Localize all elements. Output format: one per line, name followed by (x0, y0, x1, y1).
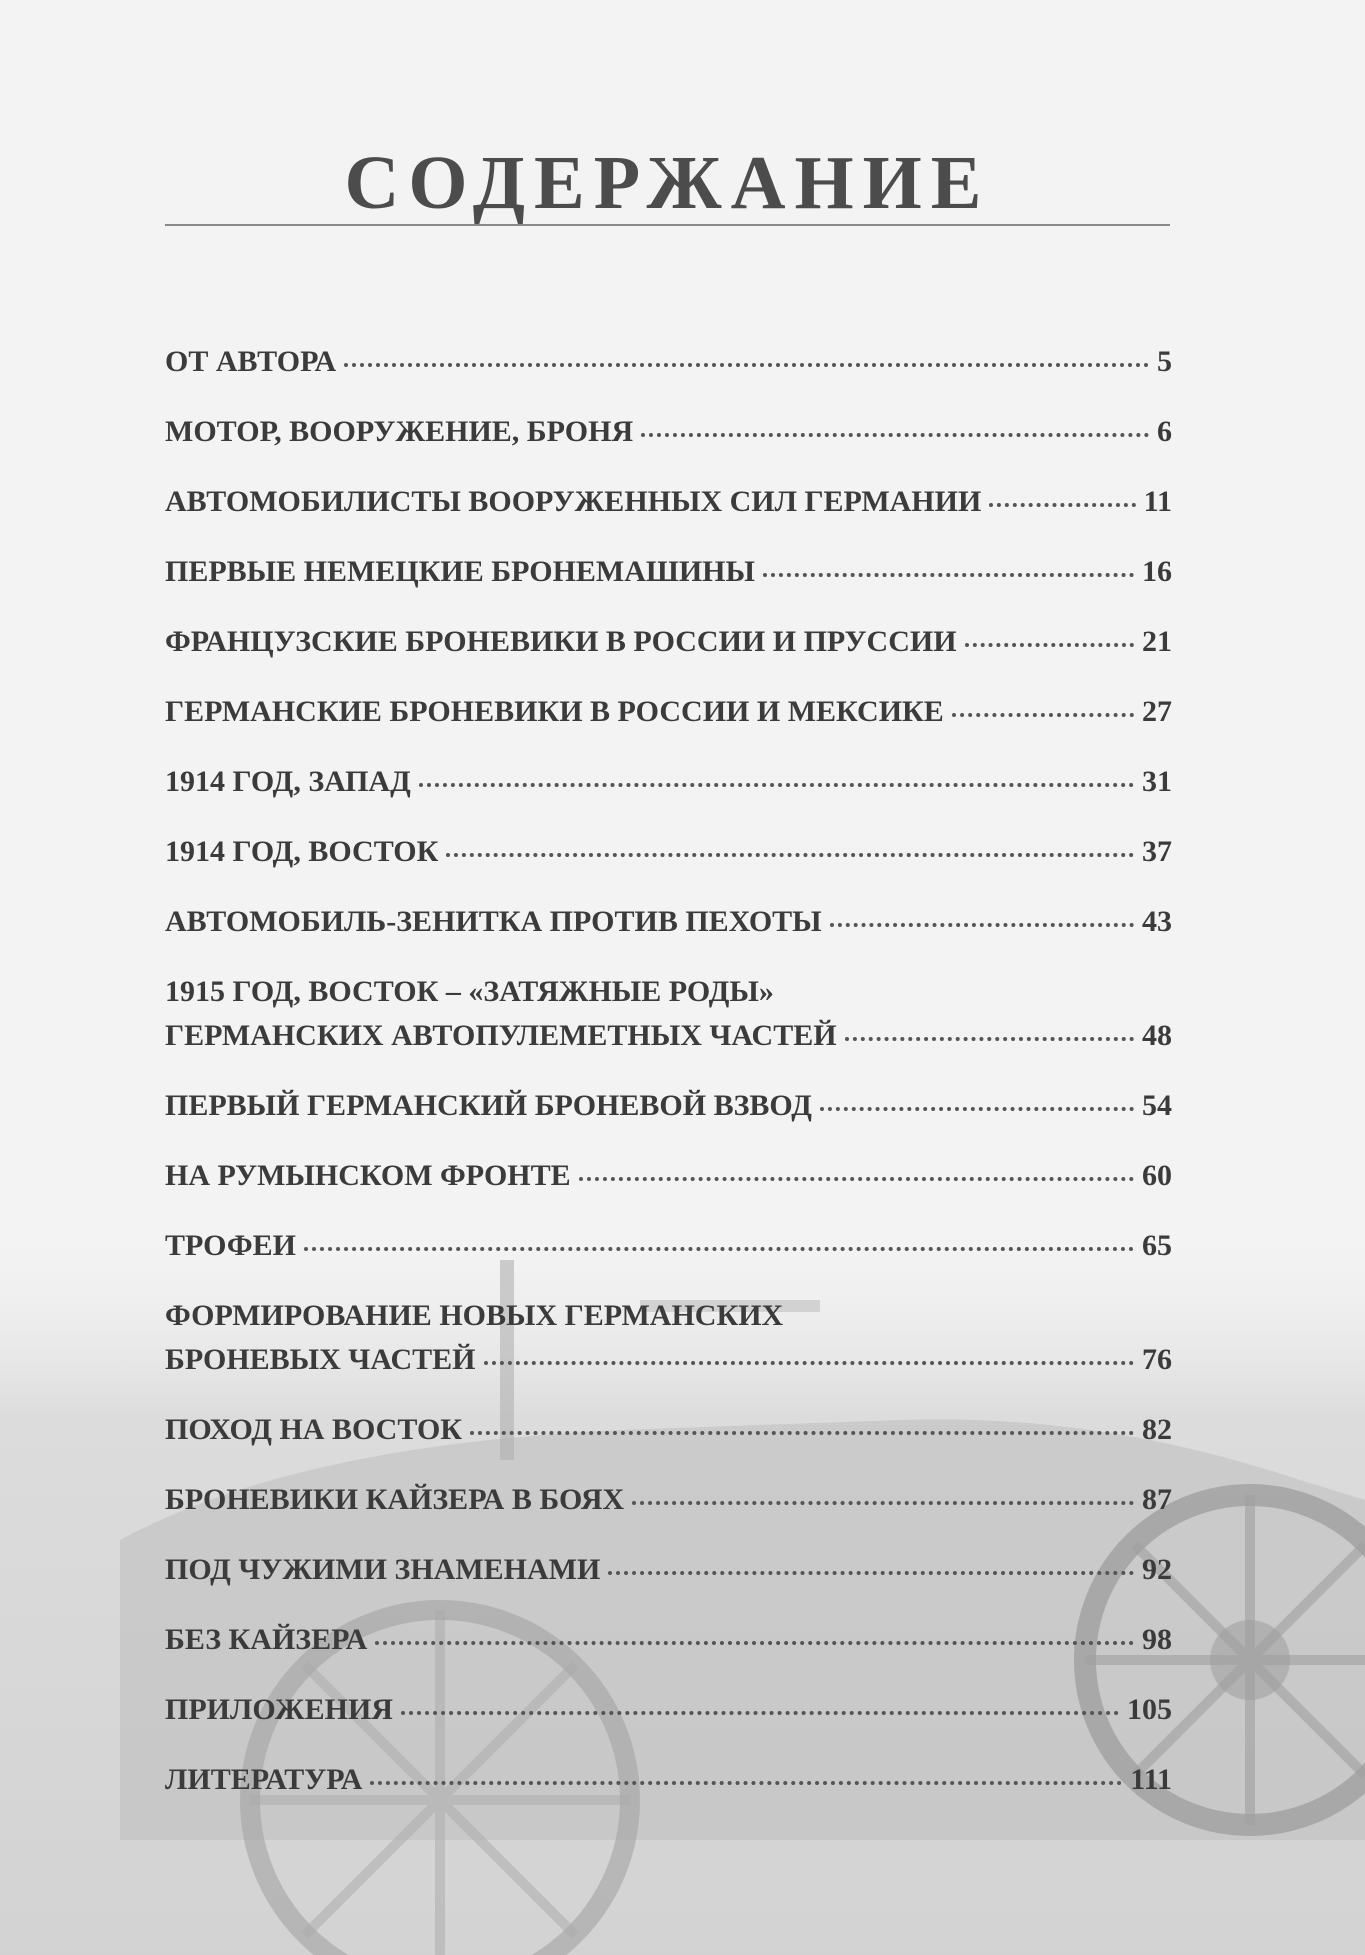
dot-leader (952, 713, 1134, 717)
toc-page-number: 87 (1142, 1483, 1172, 1516)
toc-page-number: 37 (1142, 835, 1172, 868)
toc-entry-row (165, 340, 1172, 384)
dot-leader (446, 853, 1134, 857)
toc-entry (165, 690, 1172, 734)
dot-leader (419, 783, 1134, 787)
dot-leader (763, 573, 1134, 577)
toc-entry-title: ПОХОД НА ВОСТОК (165, 1413, 463, 1446)
toc-entry (165, 1408, 1172, 1452)
toc-entry (165, 1548, 1172, 1592)
dot-leader (820, 1107, 1134, 1111)
toc-entry-row (165, 1688, 1172, 1732)
toc-entry-row (165, 1014, 1172, 1058)
toc-entry (165, 1478, 1172, 1522)
toc-entry-title: МОТОР, ВООРУЖЕНИЕ, БРОНЯ (165, 415, 634, 448)
toc-entry-title: ГЕРМАНСКИЕ БРОНЕВИКИ В РОССИИ И МЕКСИКЕ (165, 695, 944, 728)
toc-entry-row (165, 1618, 1172, 1662)
toc-page-number: 65 (1142, 1229, 1172, 1262)
toc-entry (165, 1084, 1172, 1128)
dot-leader (375, 1641, 1134, 1645)
toc-page-number: 76 (1142, 1343, 1172, 1376)
toc-entry-row (165, 1338, 1172, 1382)
toc-entry-row (165, 690, 1172, 734)
toc-page-number: 98 (1142, 1623, 1172, 1656)
toc-page-number: 6 (1157, 415, 1172, 448)
toc-entry-title: АВТОМОБИЛЬ-ЗЕНИТКА ПРОТИВ ПЕХОТЫ (165, 905, 822, 938)
table-of-contents (165, 340, 1172, 1828)
toc-entry-row (165, 410, 1172, 454)
toc-entry-title: ЛИТЕРАТУРА (165, 1763, 363, 1796)
toc-entry-title: ПЕРВЫЕ НЕМЕЦКИЕ БРОНЕМАШИНЫ (165, 555, 755, 588)
toc-entry (165, 830, 1172, 874)
toc-entry-title: ПРИЛОЖЕНИЯ (165, 1693, 393, 1726)
toc-entry-row (165, 620, 1172, 664)
toc-entry-row (165, 1084, 1172, 1128)
toc-entry-title: 1914 ГОД, ВОСТОК (165, 835, 439, 868)
toc-entry (165, 1224, 1172, 1268)
toc-entry-row (165, 1154, 1172, 1198)
toc-page-number: 92 (1142, 1553, 1172, 1586)
toc-entry-row (165, 760, 1172, 804)
toc-entry-title: 1914 ГОД, ЗАПАД (165, 765, 411, 798)
toc-entry-title: ОТ АВТОРА (165, 345, 337, 378)
toc-entry-row (165, 480, 1172, 524)
toc-page-number: 31 (1142, 765, 1172, 798)
toc-entry (165, 410, 1172, 454)
toc-entry-row (165, 550, 1172, 594)
toc-entry-title: НА РУМЫНСКОМ ФРОНТЕ (165, 1159, 571, 1192)
toc-page-number: 27 (1142, 695, 1172, 728)
toc-page-number: 21 (1142, 625, 1172, 658)
dot-leader (608, 1571, 1134, 1575)
toc-entry (165, 1688, 1172, 1732)
toc-page-number: 60 (1142, 1159, 1172, 1192)
toc-page-number: 54 (1142, 1089, 1172, 1122)
toc-entry (165, 970, 1172, 1058)
dot-leader (641, 433, 1149, 437)
toc-entry (165, 1294, 1172, 1382)
toc-entry (165, 550, 1172, 594)
toc-entry (165, 1618, 1172, 1662)
toc-entry-title: ПЕРВЫЙ ГЕРМАНСКИЙ БРОНЕВОЙ ВЗВОД (165, 1089, 812, 1122)
toc-page-number: 111 (1130, 1763, 1172, 1796)
toc-page-number: 16 (1142, 555, 1172, 588)
toc-page-number: 11 (1143, 485, 1172, 518)
toc-entry-title-line: 1915 ГОД, ВОСТОК – «ЗАТЯЖНЫЕ РОДЫ» (165, 975, 774, 1008)
toc-entry-row (165, 1758, 1172, 1802)
dot-leader (989, 503, 1135, 507)
dot-leader (965, 643, 1134, 647)
toc-page-number: 5 (1157, 345, 1172, 378)
dot-leader (579, 1177, 1134, 1181)
toc-page-number: 105 (1127, 1693, 1172, 1726)
toc-entry (165, 1154, 1172, 1198)
dot-leader (845, 1037, 1134, 1041)
toc-entry-row (165, 1478, 1172, 1522)
dot-leader (830, 923, 1134, 927)
dot-leader (370, 1781, 1122, 1785)
toc-page-number: 82 (1142, 1413, 1172, 1446)
toc-entry-title: БЕЗ КАЙЗЕРА (165, 1623, 368, 1656)
toc-entry-row (165, 1548, 1172, 1592)
toc-entry (165, 480, 1172, 524)
toc-entry-row (165, 900, 1172, 944)
toc-entry (165, 340, 1172, 384)
toc-entry-title: БРОНЕВЫХ ЧАСТЕЙ (165, 1343, 476, 1376)
toc-entry-title: ФРАНЦУЗСКИЕ БРОНЕВИКИ В РОССИИ И ПРУССИИ (165, 625, 957, 658)
toc-entry-title: ТРОФЕИ (165, 1229, 296, 1262)
toc-entry-row (165, 1408, 1172, 1452)
toc-entry-title: БРОНЕВИКИ КАЙЗЕРА В БОЯХ (165, 1483, 625, 1516)
toc-page-number: 48 (1142, 1019, 1172, 1052)
dot-leader (484, 1361, 1134, 1365)
toc-entry (165, 620, 1172, 664)
page-title: СОДЕРЖАНИЕ (344, 141, 991, 225)
toc-entry-title: ПОД ЧУЖИМИ ЗНАМЕНАМИ (165, 1553, 601, 1586)
toc-entry (165, 760, 1172, 804)
dot-leader (401, 1711, 1119, 1715)
toc-entry-title: ГЕРМАНСКИХ АВТОПУЛЕМЕТНЫХ ЧАСТЕЙ (165, 1019, 837, 1052)
toc-entry-title: АВТОМОБИЛИСТЫ ВООРУЖЕННЫХ СИЛ ГЕРМАНИИ (165, 485, 982, 518)
dot-leader (304, 1247, 1134, 1251)
toc-page-number: 43 (1142, 905, 1172, 938)
title-underline (165, 224, 1170, 226)
toc-entry-row (165, 1224, 1172, 1268)
toc-entry (165, 900, 1172, 944)
toc-entry-row (165, 830, 1172, 874)
dot-leader (470, 1431, 1134, 1435)
dot-leader (344, 363, 1149, 367)
toc-entry-title-line: ФОРМИРОВАНИЕ НОВЫХ ГЕРМАНСКИХ (165, 1299, 784, 1332)
toc-entry (165, 1758, 1172, 1802)
dot-leader (632, 1501, 1134, 1505)
